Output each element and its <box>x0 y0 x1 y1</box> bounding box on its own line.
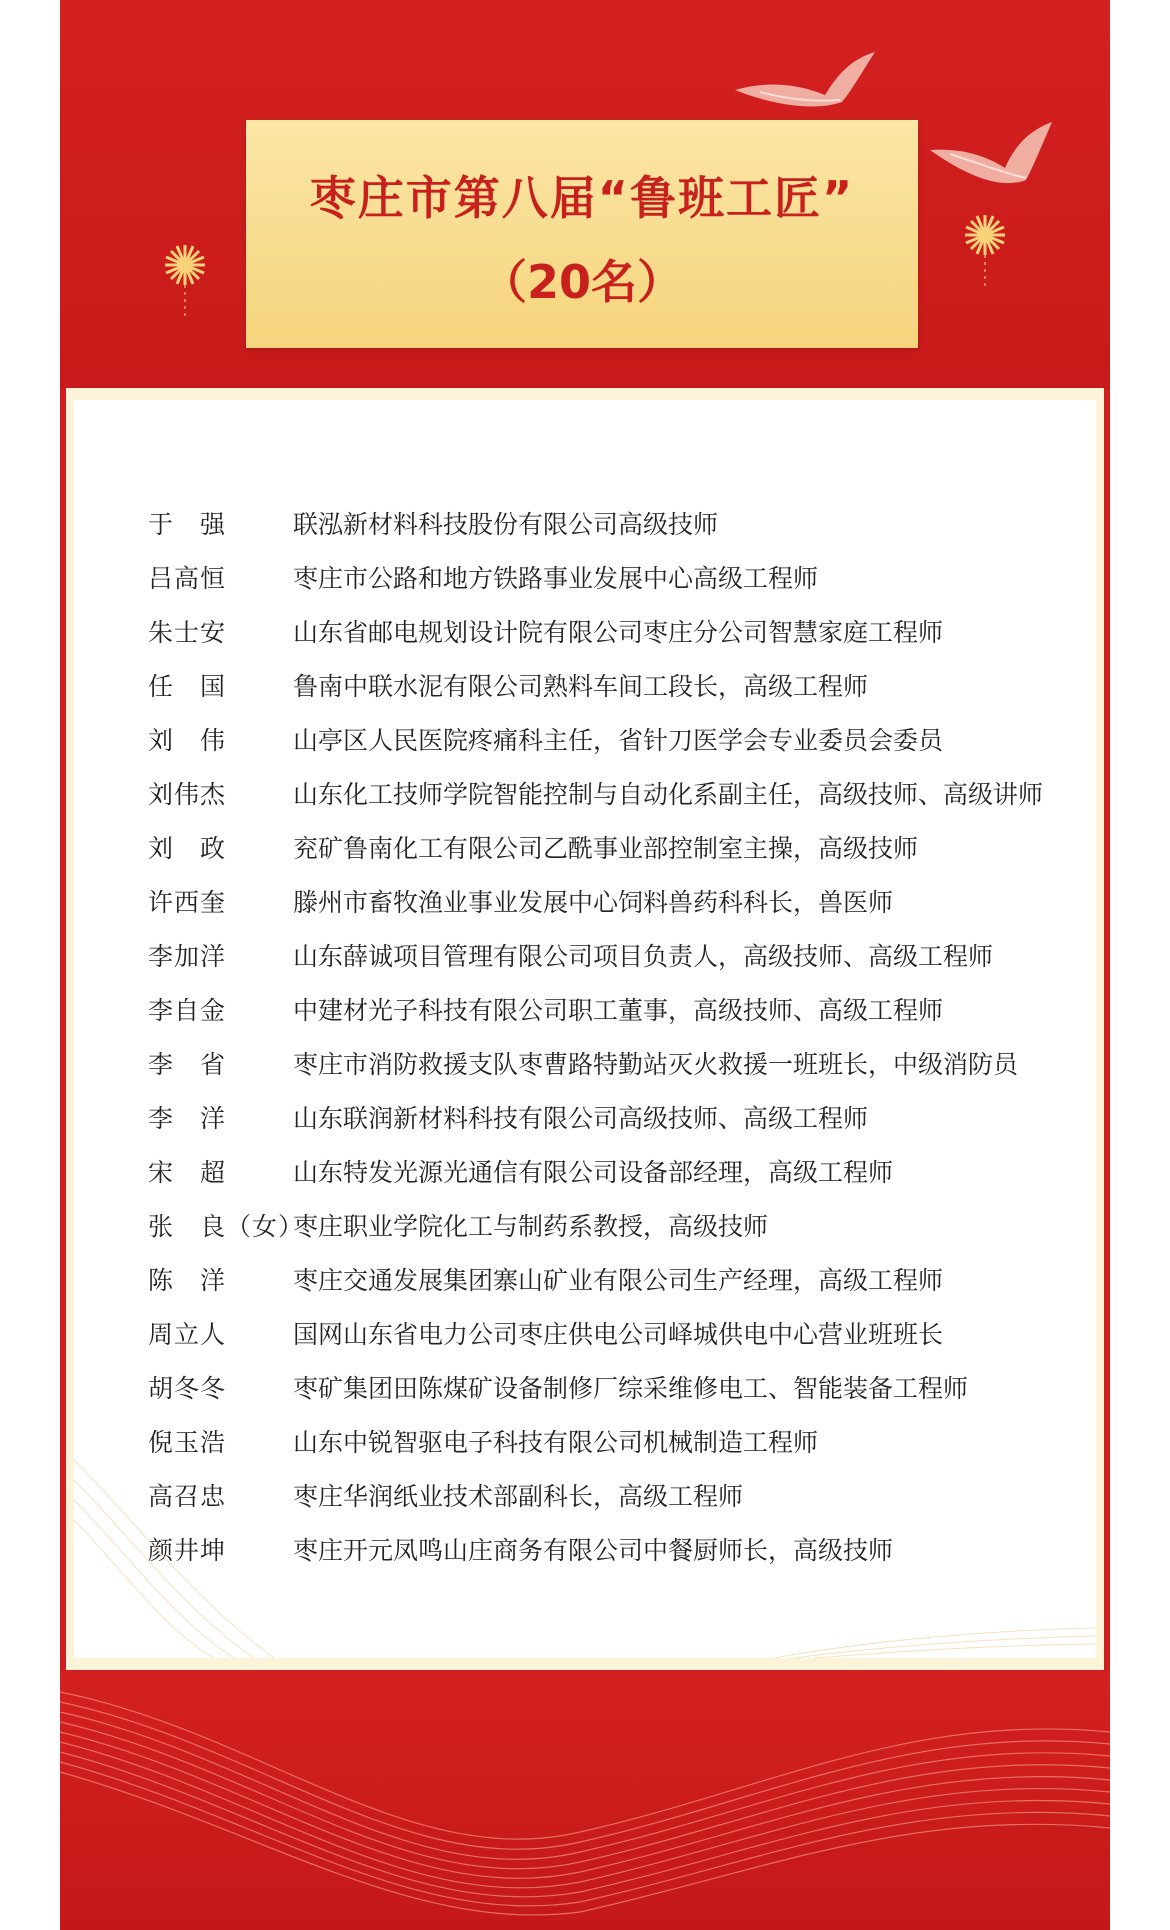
honoree-description: 国网山东省电力公司枣庄供电公司峄城供电中心营业班班长 <box>293 1320 944 1349</box>
list-item <box>148 552 1088 606</box>
honoree-name: 李加洋 <box>148 942 227 971</box>
honoree-description: 中建材光子科技有限公司职工董事，高级技师、高级工程师 <box>293 996 944 1025</box>
dove-icon <box>730 50 880 130</box>
content-inner <box>74 400 1096 1658</box>
list-item <box>148 1362 1088 1416</box>
list-item <box>148 660 1088 714</box>
honoree-description: 枣矿集团田陈煤矿设备制修厂综采维修电工、智能装备工程师 <box>293 1374 969 1403</box>
honoree-description: 枣庄交通发展集团寨山矿业有限公司生产经理，高级工程师 <box>293 1266 944 1295</box>
honoree-name: 吕高恒 <box>148 564 227 593</box>
list-item <box>148 714 1088 768</box>
list-item <box>148 876 1088 930</box>
title-box <box>246 120 918 348</box>
honoree-name: 胡冬冬 <box>148 1374 227 1403</box>
poster-header <box>60 0 1110 390</box>
poster-footer <box>60 1672 1110 1930</box>
honoree-description: 山东特发光源光通信有限公司设备部经理，高级工程师 <box>293 1158 894 1187</box>
list-item <box>148 1038 1088 1092</box>
page-subtitle: （20名） <box>480 255 683 309</box>
honoree-name: 刘伟杰 <box>148 780 227 809</box>
honoree-description: 山东省邮电规划设计院有限公司枣庄分公司智慧家庭工程师 <box>293 618 944 647</box>
honoree-description: 兖矿鲁南化工有限公司乙酰事业部控制室主操，高级技师 <box>293 834 919 863</box>
honoree-description: 山东联润新材料科技有限公司高级技师、高级工程师 <box>293 1104 869 1133</box>
honoree-name: 李 省 <box>148 1050 227 1079</box>
decorative-waves <box>60 1672 1110 1930</box>
honoree-description: 枣庄华润纸业技术部副科长，高级工程师 <box>293 1482 744 1511</box>
page-title: 枣庄市第八届“鲁班工匠” <box>309 171 855 225</box>
list-item <box>148 606 1088 660</box>
list-item <box>148 1308 1088 1362</box>
honoree-name: 周立人 <box>148 1320 227 1349</box>
list-item <box>148 930 1088 984</box>
honoree-name: 李 洋 <box>148 1104 227 1133</box>
honoree-name: 刘 政 <box>148 834 227 863</box>
honoree-description: 滕州市畜牧渔业事业发展中心饲料兽药科科长，兽医师 <box>293 888 894 917</box>
list-item <box>148 1146 1088 1200</box>
honoree-name: 颜井坤 <box>148 1536 227 1565</box>
list-item <box>148 984 1088 1038</box>
honoree-name: 张 良（女） <box>148 1212 305 1241</box>
honoree-name: 任 国 <box>148 672 227 701</box>
honoree-name: 宋 超 <box>148 1158 227 1187</box>
honoree-description: 山东薛诚项目管理有限公司项目负责人，高级技师、高级工程师 <box>293 942 994 971</box>
honoree-description: 枣庄开元凤鸣山庄商务有限公司中餐厨师长，高级技师 <box>293 1536 894 1565</box>
flower-icon <box>960 210 1010 290</box>
honoree-name: 于 强 <box>148 510 227 539</box>
content-panel <box>66 388 1104 1670</box>
honoree-name: 倪玉浩 <box>148 1428 227 1457</box>
honoree-name: 李自金 <box>148 996 227 1025</box>
list-item <box>148 1254 1088 1308</box>
honoree-description: 枣庄职业学院化工与制药系教授，高级技师 <box>293 1212 769 1241</box>
honor-poster <box>60 0 1110 1930</box>
list-item <box>148 1092 1088 1146</box>
dove-icon <box>930 120 1060 210</box>
decorative-lines <box>74 1440 1096 1658</box>
honoree-name: 高召忠 <box>148 1482 227 1511</box>
list-item <box>148 1200 1088 1254</box>
flower-icon <box>160 240 210 320</box>
list-item <box>148 498 1088 552</box>
list-item <box>148 822 1088 876</box>
honoree-description: 联泓新材料科技股份有限公司高级技师 <box>293 510 719 539</box>
honoree-name: 朱士安 <box>148 618 227 647</box>
honoree-name: 刘 伟 <box>148 726 227 755</box>
honoree-description: 山东化工技师学院智能控制与自动化系副主任，高级技师、高级讲师 <box>293 780 1044 809</box>
list-item <box>148 768 1088 822</box>
honoree-name: 陈 洋 <box>148 1266 227 1295</box>
honoree-description: 枣庄市公路和地方铁路事业发展中心高级工程师 <box>293 564 819 593</box>
honoree-description: 山东中锐智驱电子科技有限公司机械制造工程师 <box>293 1428 819 1457</box>
honoree-description: 山亭区人民医院疼痛科主任，省针刀医学会专业委员会委员 <box>293 726 944 755</box>
honoree-name: 许西奎 <box>148 888 227 917</box>
honoree-description: 枣庄市消防救援支队枣曹路特勤站灭火救援一班班长，中级消防员 <box>293 1050 1019 1079</box>
honoree-list <box>148 498 1088 1578</box>
honoree-description: 鲁南中联水泥有限公司熟料车间工段长，高级工程师 <box>293 672 869 701</box>
